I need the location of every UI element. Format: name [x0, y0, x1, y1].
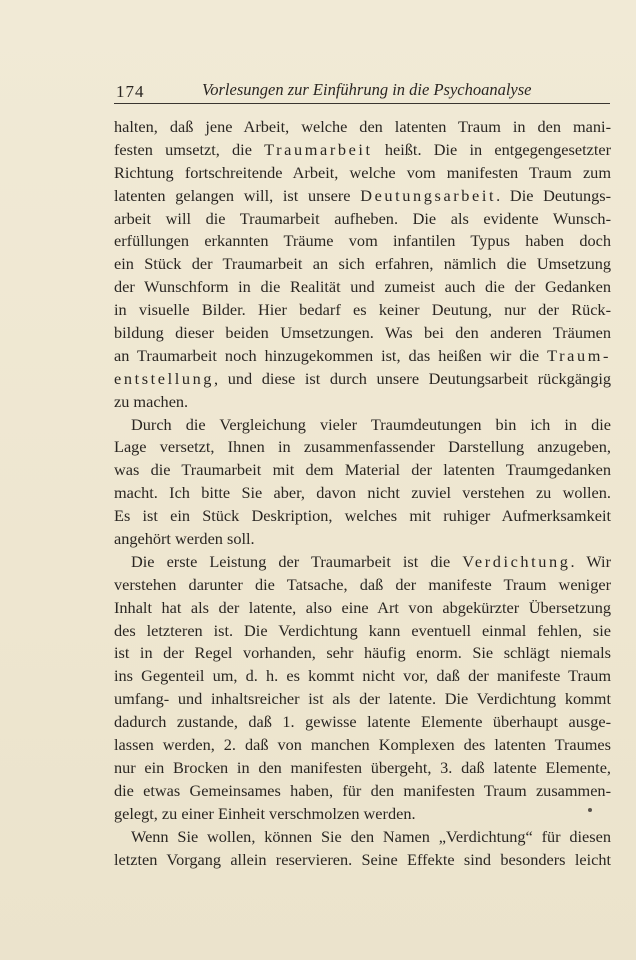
- text-segment: nur ein Brocken in den manifesten übergeht, 3. daß latente Elemente,: [114, 757, 611, 777]
- text-line: [114, 711, 611, 734]
- text-segment: zu machen.: [114, 391, 189, 411]
- text-segment: Es ist ein Stück Deskription, welches mit ruhiger Aufmerksamkeit: [114, 506, 611, 526]
- text-line: [114, 230, 611, 253]
- text-segment: . Die Deutungs-: [496, 185, 611, 205]
- text-segment: Richtung fortschreitende Arbeit, welche vom manifesten Traum zum: [114, 162, 611, 182]
- text-line: [114, 482, 611, 505]
- text-segment: heißt. Die in entgegengesetzter: [372, 139, 611, 159]
- text-line: [114, 528, 611, 551]
- text-segment: , und diese ist durch unsere Deutungsarbeit rückgängig: [214, 368, 611, 388]
- text-segment: Inhalt hat als der latente, also eine Art von abgekürzter Übersetzung: [114, 597, 611, 617]
- text-line: [114, 414, 611, 437]
- text-segment: latenten gelangen will, ist unsere: [114, 185, 361, 205]
- text-segment: Die erste Leistung der Traumarbeit ist die: [131, 551, 463, 571]
- text-line: [114, 116, 611, 139]
- text-segment: ins Gegenteil um, d. h. es kommt nicht vor, daß der manifeste Traum: [114, 666, 611, 686]
- text-line: [114, 436, 611, 459]
- text-line: [114, 162, 611, 185]
- emphasized-term: Traum-: [547, 345, 611, 365]
- text-line: [114, 826, 611, 849]
- text-segment: halten, daß jene Arbeit, welche den latenten Traum in den mani-: [114, 117, 611, 136]
- text-segment: bildung dieser beiden Umsetzungen. Was bei den anderen Träumen: [114, 323, 611, 343]
- text-segment: Durch die Vergleichung vieler Traumdeutungen bin ich in die: [131, 414, 611, 434]
- text-line: [114, 368, 611, 391]
- text-segment: angehört werden soll.: [114, 529, 255, 549]
- page-number: 174: [116, 82, 145, 101]
- text-segment: der Wunschform in die Realität und zumeist auch die der Gedanken: [114, 277, 611, 297]
- text-line: [114, 803, 611, 826]
- text-segment: arbeit will die Traumarbeit aufheben. Die als evidente Wunsch-: [114, 208, 611, 228]
- text-line: [114, 642, 611, 665]
- text-line: [114, 185, 611, 208]
- text-line: [114, 322, 611, 345]
- text-segment: erfüllungen erkannten Träume vom infantilen Typus haben doch: [114, 231, 611, 251]
- text-line: [114, 459, 611, 482]
- text-segment: ein Stück der Traumarbeit an sich erfahren, nämlich die Umsetzung: [114, 254, 611, 274]
- text-segment: umfang- und inhaltsreicher ist als der latente. Die Verdichtung kommt: [114, 689, 611, 709]
- text-line: [114, 688, 611, 711]
- text-line: [114, 253, 611, 276]
- text-line: [114, 574, 611, 597]
- text-line: [114, 665, 611, 688]
- text-segment: an Traumarbeit noch hinzugekommen ist, das heißen wir die: [114, 345, 548, 365]
- page-header: [114, 78, 612, 104]
- text-line: [114, 597, 611, 620]
- text-segment: Wenn Sie wollen, können Sie den Namen „Verdichtung“ für diesen: [131, 826, 611, 846]
- text-segment: macht. Ich bitte Sie aber, davon nicht zuviel verstehen zu wollen.: [114, 483, 611, 503]
- text-line: [114, 276, 611, 299]
- header-rule: [114, 103, 610, 104]
- emphasized-term: entstellung: [114, 368, 215, 388]
- emphasized-term: Deutungsarbeit: [360, 185, 497, 205]
- running-head: Vorlesungen zur Einführung in die Psychoanalyse: [202, 80, 532, 99]
- text-line: [114, 620, 611, 643]
- emphasized-term: Verdichtung: [462, 551, 571, 571]
- text-segment: ist in der Regel vorhanden, sehr häufig enorm. Sie schlägt niemals: [114, 643, 611, 663]
- body-text: [114, 116, 611, 871]
- print-speck: [588, 808, 592, 812]
- text-segment: verstehen darunter die Tatsache, daß der manifeste Traum weniger: [114, 574, 611, 594]
- text-segment: was die Traumarbeit mit dem Material der latenten Traumgedanken: [114, 460, 611, 480]
- text-segment: dadurch zustande, daß 1. gewisse latente Elemente überhaupt ausge-: [114, 712, 611, 732]
- text-line: [114, 299, 611, 322]
- text-segment: letzten Vorgang allein reservieren. Seine Effekte sind besonders leicht: [114, 849, 611, 869]
- text-segment: in visuelle Bilder. Hier bedarf es keiner Deutung, nur der Rück-: [114, 300, 611, 320]
- text-segment: festen umsetzt, die: [114, 139, 265, 159]
- text-segment: gelegt, zu einer Einheit verschmolzen werden.: [114, 803, 416, 823]
- text-line: [114, 849, 611, 872]
- emphasized-term: Traumarbeit: [264, 139, 373, 159]
- text-segment: . Wir: [570, 551, 611, 571]
- text-line: [114, 345, 611, 368]
- text-segment: des letzteren ist. Die Verdichtung kann eventuell einmal fehlen, sie: [114, 620, 611, 640]
- text-line: [114, 757, 611, 780]
- text-line: [114, 551, 611, 574]
- text-line: [114, 734, 611, 757]
- text-line: [114, 505, 611, 528]
- text-segment: die etwas Gemeinsames haben, für den manifesten Traum zusammen-: [114, 780, 611, 800]
- text-line: [114, 139, 611, 162]
- text-segment: Lage versetzt, Ihnen in zusammenfassender Darstellung anzugeben,: [114, 437, 611, 457]
- text-line: [114, 208, 611, 231]
- text-line: [114, 780, 611, 803]
- text-line: [114, 391, 611, 414]
- text-segment: lassen werden, 2. daß von manchen Komplexen des latenten Traumes: [114, 735, 611, 755]
